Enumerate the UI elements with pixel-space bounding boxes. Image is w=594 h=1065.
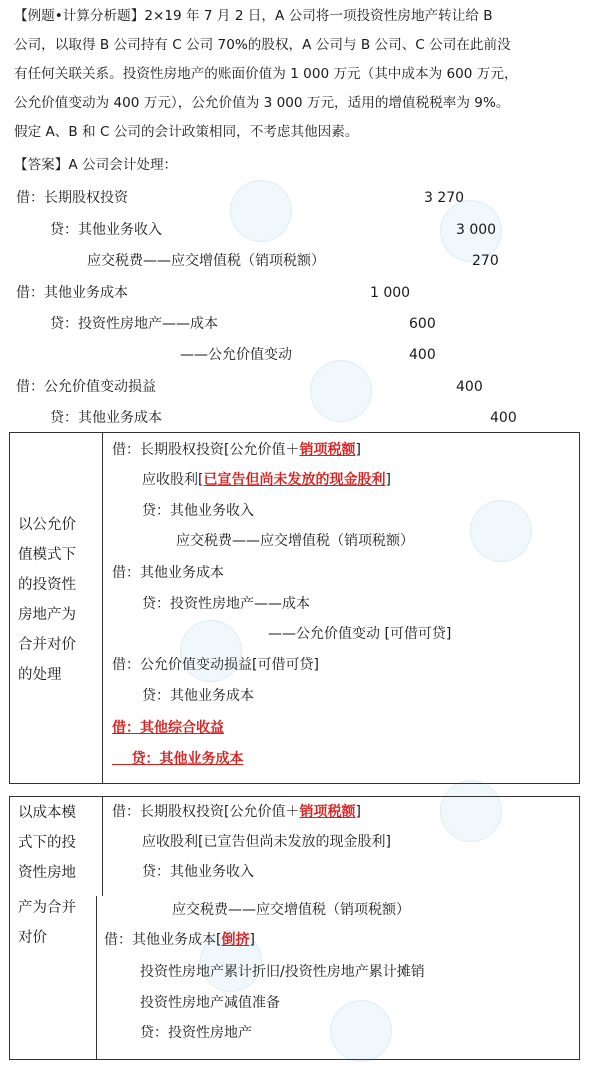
question-line-5: 假定 A、B 和 C 公司的会计政策相同，不考虑其他因素。 [14,124,359,140]
journal-amount-5: 600 [409,316,436,332]
table1-row-credit-property: 贷：投资性房地产——成本 [142,596,310,612]
table2-row-debit-cost: 借：其他业务成本[倒挤] [104,932,255,948]
table2-row-credit-revenue: 贷：其他业务收入 [142,864,254,880]
question-line-1: 【例题•计算分析题】2×19 年 7 月 2 日，A 公司将一项投资性房地产转让给 B [14,8,493,24]
table1-row-debit-investment: 借：长期股权投资[公允价值＋销项税额] [112,442,361,458]
journal-entry-7: 借：公允价值变动损益 [16,379,156,395]
table1-row-debit-fv-pl: 借：公允价值变动损益[可借可贷] [112,657,319,673]
question-line-3: 有任何关联关系。投资性房地产的账面价值为 1 000 万元（其中成本为 600 万元， [14,66,518,82]
table2-row-debit-investment: 借：长期股权投资[公允价值＋销项税额] [112,804,361,820]
table2-row-credit-property: 贷：投资性房地产 [140,1025,252,1041]
table1-row-vat: 应交税费——应交增值税（销项税额） [176,533,414,549]
table2-label-bottom: 产为合并 对价 [18,900,76,946]
journal-entry-4: 借：其他业务成本 [16,285,128,301]
journal-entry-6: ——公允价值变动 [180,347,292,363]
table1-row-fv-change: ——公允价值变动 [可借可贷] [268,626,452,642]
table1-row-debit-oci: 借：其他综合收益 [112,720,224,736]
table1-row-credit-cost-2: 贷：其他业务成本 [131,751,244,767]
table2-divider-top [102,796,103,896]
table1-label: 以公允价 值模式下 的投资性 房地产为 合并对价 的处理 [18,517,76,683]
table2-row-accum-depr: 投资性房地产累计折旧/投资性房地产累计摊销 [140,964,425,980]
table2-row-dividends: 应收股利[已宣告但尚未发放的现金股利] [142,834,391,850]
table1-row-dividends: 应收股利[已宣告但尚未发放的现金股利] [142,472,391,488]
table2-label-top: 以成本模 式下的投 资性房地 [18,805,76,881]
table1-row-credit-cost: 贷：其他业务成本 [142,688,254,704]
journal-entry-3: 应交税费——应交增值税（销项税额） [87,253,325,269]
journal-entry-5: 贷：投资性房地产——成本 [50,316,218,332]
table2-row-vat: 应交税费——应交增值税（销项税额） [172,902,410,918]
answer-heading: 【答案】A 公司会计处理： [14,157,178,173]
journal-entry-1: 借：长期股权投资 [16,190,128,206]
table2-divider-bottom [96,896,97,1060]
watermark-logo [230,180,292,242]
journal-amount-8: 400 [490,410,517,426]
journal-amount-3: 270 [472,253,499,269]
journal-amount-7: 400 [456,379,483,395]
journal-entry-8: 贷：其他业务成本 [50,410,162,426]
journal-amount-2: 3 000 [456,222,497,238]
journal-entry-2: 贷：其他业务收入 [50,222,162,238]
journal-amount-6: 400 [409,347,436,363]
table-divider [102,432,103,784]
table1-row-debit-cost: 借：其他业务成本 [112,565,224,581]
question-line-2: 公司，以取得 B 公司持有 C 公司 70%的股权，A 公司与 B 公司、C 公司在此前没 [14,37,511,53]
journal-amount-4: 1 000 [370,285,411,301]
journal-amount-1: 3 270 [424,190,465,206]
table2-row-impairment: 投资性房地产减值准备 [140,995,280,1011]
table1-row-credit-revenue: 贷：其他业务收入 [142,503,254,519]
question-line-4: 公允价值变动为 400 万元），公允价值为 3 000 万元，适用的增值税税率为 9%。 [14,95,510,111]
watermark-logo [310,360,372,422]
